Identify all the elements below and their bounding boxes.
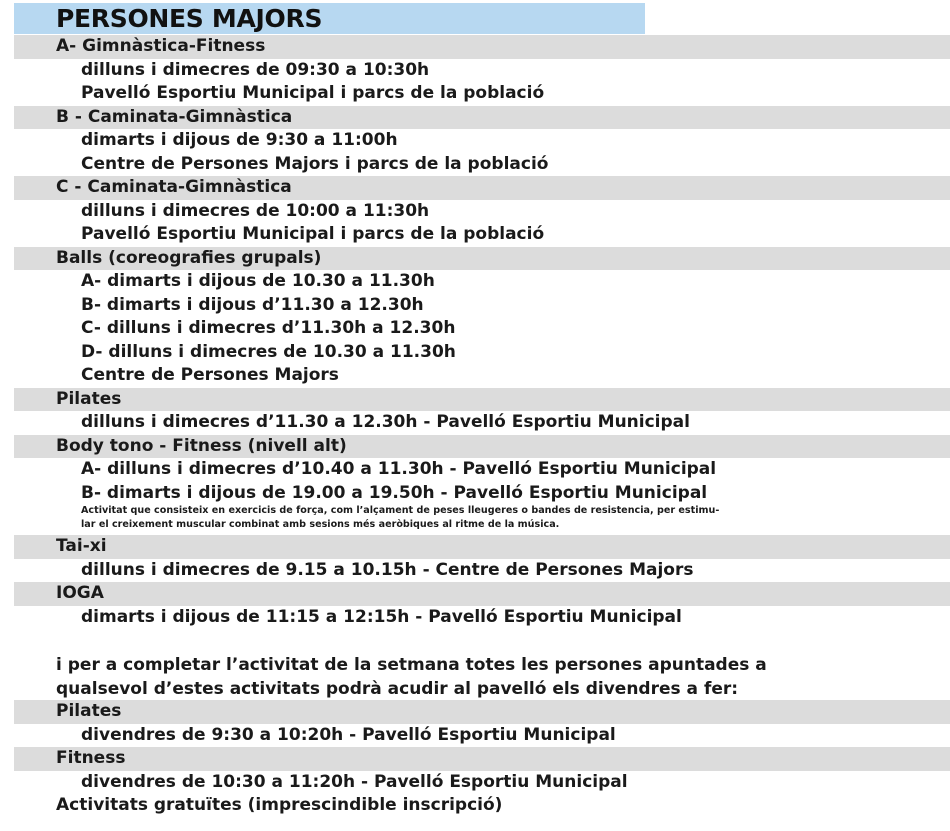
row-text: Pavelló Esportiu Municipal i parcs de la població <box>81 83 545 103</box>
row-text: Pavelló Esportiu Municipal i parcs de la població <box>81 224 545 244</box>
row-text: C - Caminata-Gimnàstica <box>56 177 292 197</box>
row-text: B- dimarts i dijous d’11.30 a 12.30h <box>81 294 424 315</box>
schedule-line <box>0 559 950 583</box>
section-header <box>0 700 950 724</box>
text-line <box>0 654 950 678</box>
schedule-line <box>0 364 950 388</box>
section-header <box>0 106 950 130</box>
row-text: A- dilluns i dimecres d’10.40 a 11.30h - Pavelló Esportiu Municipal <box>81 459 717 479</box>
note-line: Activitat que consisteix en exercicis de força, com l’alçament de peses lleugeres o bandes de resistencia, per estimu- <box>81 505 720 516</box>
row-text: A- Gimnàstica-Fitness <box>56 36 266 56</box>
section-header <box>0 435 950 459</box>
section-header <box>0 747 950 771</box>
section-header <box>0 535 950 559</box>
row-text: dimarts i dijous de 11:15 a 12:15h - Pavelló Esportiu Municipal <box>81 606 682 627</box>
section-header <box>0 388 950 412</box>
page-title: PERSONES MAJORS <box>56 4 323 33</box>
schedule-line <box>0 153 950 177</box>
row-text: IOGA <box>56 583 104 603</box>
row-text: C- dilluns i dimecres d’11.30h a 12.30h <box>81 318 456 338</box>
text-line <box>0 678 950 702</box>
text-line <box>0 794 950 818</box>
row-text: B - Caminata-Gimnàstica <box>56 106 293 127</box>
row-text: Pilates <box>56 701 122 721</box>
schedule-line <box>0 317 950 341</box>
row-text: divendres de 9:30 a 10:20h - Pavelló Esportiu Municipal <box>81 724 616 745</box>
schedule-line <box>0 223 950 247</box>
schedule-line <box>0 411 950 435</box>
section-header <box>0 582 950 606</box>
schedule-line <box>0 341 950 365</box>
note-line: lar el creixement muscular combinat amb sesions més aeròbiques al ritme de la música. <box>81 519 560 530</box>
section-header <box>0 176 950 200</box>
schedule-line <box>0 82 950 106</box>
row-text: Centre de Persones Majors <box>81 365 339 385</box>
schedule-line <box>0 294 950 318</box>
row-text: qualsevol d’estes activitats podrà acudir al pavelló els divendres a fer: <box>56 678 739 699</box>
row-text: dilluns i dimecres de 09:30 a 10:30h <box>81 59 430 80</box>
row-text: A- dimarts i dijous de 10.30 a 11.30h <box>81 271 435 291</box>
schedule-line <box>0 482 950 506</box>
section-header <box>0 35 950 59</box>
schedule-line <box>0 771 950 795</box>
row-text: Activitats gratuïtes (imprescindible inscripció) <box>56 795 503 815</box>
schedule-line <box>0 59 950 83</box>
schedule-line <box>0 270 950 294</box>
schedule-line <box>0 606 950 630</box>
row-text: divendres de 10:30 a 11:20h - Pavelló Esportiu Municipal <box>81 771 628 792</box>
row-text: Body tono - Fitness (nivell alt) <box>56 435 347 456</box>
row-text: i per a completar l’activitat de la setmana totes les persones apuntades a <box>56 655 767 675</box>
row-text: B- dimarts i dijous de 19.00 a 19.50h - Pavelló Esportiu Municipal <box>81 482 708 503</box>
schedule-line <box>0 129 950 153</box>
row-text: Centre de Persones Majors i parcs de la població <box>81 153 549 174</box>
row-text: Tai-xi <box>56 536 107 556</box>
row-text: dilluns i dimecres de 9.15 a 10.15h - Centre de Persones Majors <box>81 559 694 580</box>
row-text: dimarts i dijous de 9:30 a 11:00h <box>81 130 398 150</box>
row-text: dilluns i dimecres d’11.30 a 12.30h - Pavelló Esportiu Municipal <box>81 412 690 432</box>
schedule-line <box>0 724 950 748</box>
row-text: D- dilluns i dimecres de 10.30 a 11.30h <box>81 341 456 362</box>
row-text: Pilates <box>56 388 122 409</box>
row-text: dilluns i dimecres de 10:00 a 11:30h <box>81 200 430 221</box>
row-text: Fitness <box>56 748 126 768</box>
row-text: Balls (coreografies grupals) <box>56 247 322 268</box>
schedule-line <box>0 458 950 482</box>
section-header <box>0 247 950 271</box>
schedule-line <box>0 200 950 224</box>
